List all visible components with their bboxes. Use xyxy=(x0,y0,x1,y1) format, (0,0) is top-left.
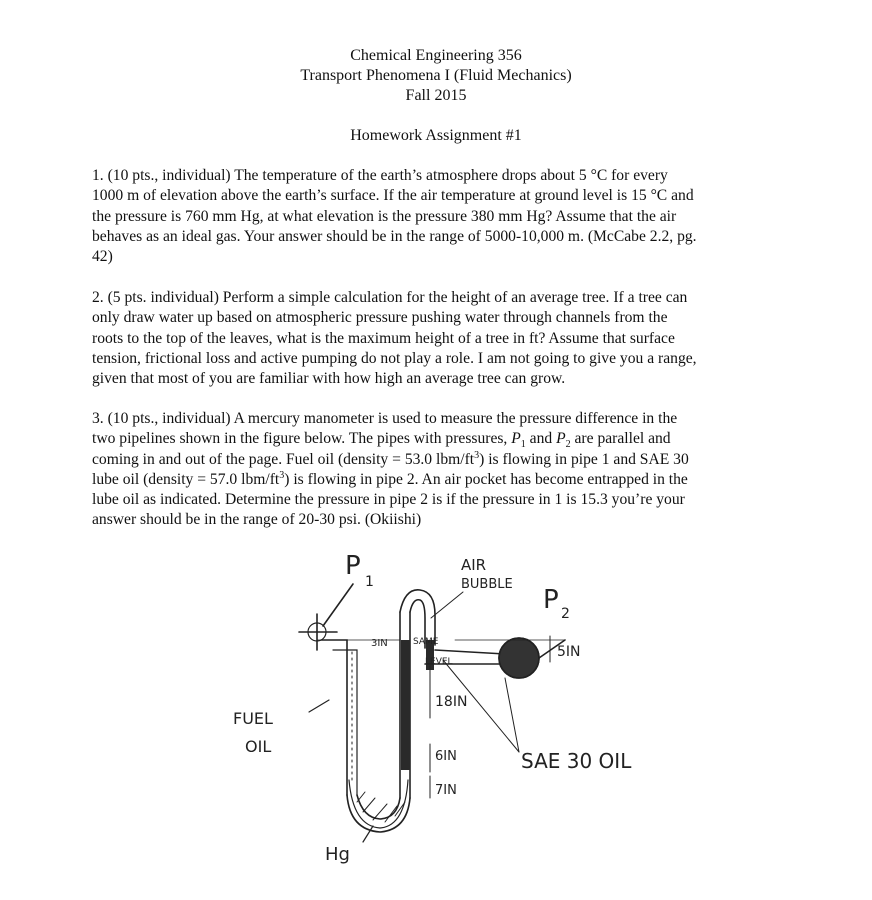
sae-oil-label: SAE 30 OIL xyxy=(521,749,632,773)
p1-leader-line xyxy=(323,584,353,626)
problem-2 xyxy=(92,288,782,389)
problem-2-line: tension, frictional loss and active pumping do not play a role. I am not going to give you a range, xyxy=(92,349,697,367)
text-run: coming in and out of the page. Fuel oil (density = 53.0 lbm/ft xyxy=(92,450,475,468)
problem-1-line: 1. (10 pts., individual) The temperature of the earth’s atmosphere drops about 5 °C for every xyxy=(92,167,668,184)
pipe-1 xyxy=(299,614,337,650)
p2-subscript: 2 xyxy=(565,439,571,451)
problem-3-line xyxy=(92,429,782,449)
text-run: lube oil (density = 57.0 lbm/ft xyxy=(92,470,280,488)
air-bubble-label: BUBBLE xyxy=(461,577,513,592)
sae-oil-leader xyxy=(505,678,519,752)
course-header xyxy=(0,46,872,106)
three-in-label: 3IN xyxy=(371,638,388,649)
cubed-superscript: 3 xyxy=(474,449,480,461)
problem-2-line: 2. (5 pts. individual) Perform a simple calculation for the height of an average tree. If a tree can xyxy=(92,289,688,306)
problem-1-line: behaves as an ideal gas. Your answer should be in the range of 5000-10,000 m. (McCabe 2.2, pg. xyxy=(92,227,697,245)
text-run: two pipelines shown in the figure below. The pipes with pressures, xyxy=(92,430,512,448)
p1-label-subscript: 1 xyxy=(365,574,374,590)
problem-2-line: given that most of you are familiar with how high an average tree can grow. xyxy=(92,370,566,388)
text-run: ) is flowing in pipe 2. An air pocket has become entrapped in the xyxy=(284,470,688,488)
problem-1 xyxy=(92,166,782,267)
problem-1-line: 1000 m of elevation above the earth’s surface. If the air temperature at ground level is 15 °C and xyxy=(92,187,694,205)
air-bubble-label: AIR xyxy=(461,556,487,574)
p1-subscript: 1 xyxy=(520,439,526,451)
course-name: Chemical Engineering 356 xyxy=(350,47,522,64)
course-subject: Transport Phenomena I (Fluid Mechanics) xyxy=(300,67,572,84)
p1-label: P xyxy=(345,551,361,581)
text-run: ) is flowing in pipe 1 and SAE 30 xyxy=(479,450,689,468)
problem-1-line: the pressure is 760 mm Hg, at what elevation is the pressure 380 mm Hg? Assume that the air xyxy=(92,207,677,225)
p2-symbol: P xyxy=(556,430,566,448)
lube-oil-column xyxy=(401,640,410,770)
p2-label: P xyxy=(543,585,559,615)
seven-in-label: 7IN xyxy=(435,783,457,798)
five-in-label: 5IN xyxy=(557,644,581,660)
text-run: and xyxy=(525,430,557,448)
problem-3-line xyxy=(92,450,782,470)
fuel-oil-label: FUEL xyxy=(233,709,273,728)
p2-label-subscript: 2 xyxy=(561,606,570,622)
fuel-oil-arrow xyxy=(309,700,329,712)
manometer-tube xyxy=(321,590,435,832)
problem-3 xyxy=(92,409,782,531)
problem-2-line: only draw water up based on atmospheric pressure pushing water through channels from the xyxy=(92,309,668,327)
fuel-oil-label: OIL xyxy=(245,737,272,756)
eighteen-in-label: 18IN xyxy=(435,694,468,710)
problem-2-line: roots to the top of the leaves, what is the maximum height of a tree in ft? Assume that surface xyxy=(92,329,675,347)
problem-3-line xyxy=(92,470,782,490)
mercury-label: Hg xyxy=(325,844,350,865)
assignment-title: Homework Assignment #1 xyxy=(350,127,522,144)
problem-3-line: 3. (10 pts., individual) A mercury manometer is used to measure the pressure difference in the xyxy=(92,410,678,427)
six-in-label: 6IN xyxy=(435,749,457,764)
p1-symbol: P xyxy=(511,430,521,448)
cubed-superscript: 3 xyxy=(279,469,285,481)
same-level-label: SAME xyxy=(413,637,439,647)
pipe-2-connector xyxy=(435,650,505,654)
problem-1-line: 42) xyxy=(92,248,113,266)
text-run: are parallel and xyxy=(570,430,671,448)
same-level-label: LEVEL xyxy=(425,657,453,667)
air-bubble-leader xyxy=(431,592,463,618)
manometer-figure xyxy=(225,540,695,890)
problem-3-line: lube oil as indicated. Determine the pressure in pipe 2 is if the pressure in 1 is 15.3 you’re your xyxy=(92,491,685,509)
course-term: Fall 2015 xyxy=(405,87,467,104)
problem-3-line: answer should be in the range of 20-30 psi. (Okiishi) xyxy=(92,511,422,529)
